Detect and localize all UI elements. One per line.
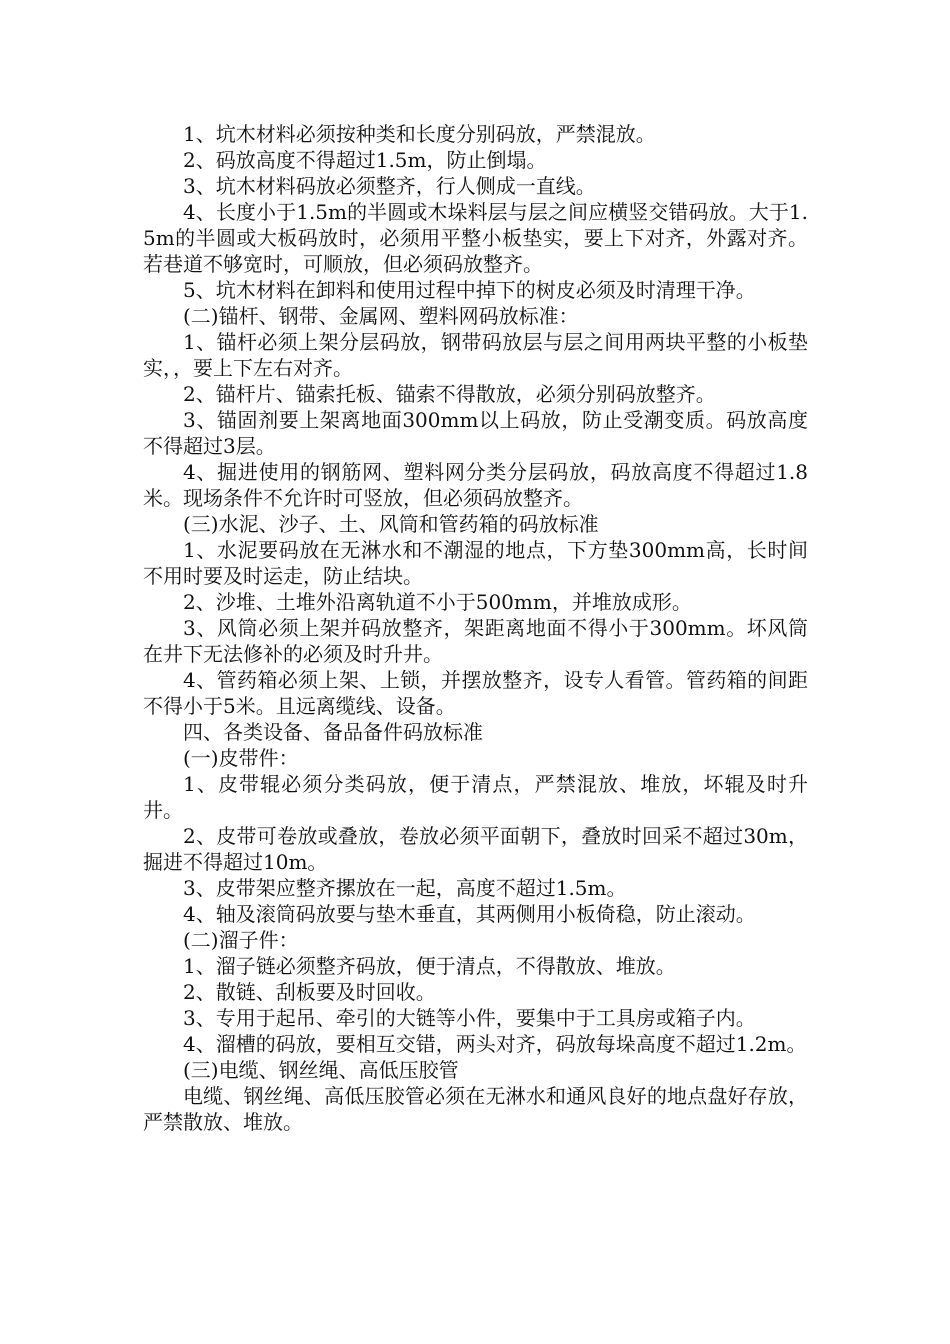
paragraph: 四、各类设备、备品备件码放标准 xyxy=(183,720,483,744)
paragraph: 3、锚固剂要上架离地面300mm以上码放，防止受潮变质。码放高度不得超过3层。 xyxy=(143,408,808,458)
paragraph: 2、锚杆片、锚索托板、锚索不得散放，必须分别码放整齐。 xyxy=(183,382,716,406)
paragraph: (一)皮带件： xyxy=(183,746,299,770)
paragraph: 4、轴及滚筒码放要与垫木垂直，其两侧用小板倚稳，防止滚动。 xyxy=(183,902,756,926)
paragraph: 1、溜子链必须整齐码放，便于清点，不得散放、堆放。 xyxy=(183,954,676,978)
paragraph: 4、长度小于1.5m的半圆或木垛料层与层之间应横竖交错码放。大于1.5m的半圆或大板码放时，必须用平整小板垫实，要上下对齐，外露对齐。若巷道不够宽时，可顺放，但必须码放整齐。 xyxy=(143,200,808,276)
paragraph: 1、皮带辊必须分类码放，便于清点，严禁混放、堆放，坏辊及时升井。 xyxy=(143,772,808,822)
paragraph: 2、皮带可卷放或叠放，卷放必须平面朝下，叠放时回采不超过30m，掘进不得超过10m。 xyxy=(143,824,808,874)
paragraph: 2、散链、刮板要及时回收。 xyxy=(183,980,436,1004)
paragraph: 1、坑木材料必须按种类和长度分别码放，严禁混放。 xyxy=(183,122,656,146)
paragraph: 1、锚杆必须上架分层码放，钢带码放层与层之间用两块平整的小板垫实，，要上下左右对齐。 xyxy=(143,330,808,380)
paragraph: 3、皮带架应整齐摞放在一起，高度不超过1.5m。 xyxy=(183,876,627,900)
paragraph: 2、沙堆、土堆外沿离轨道不小于500mm，并堆放成形。 xyxy=(183,590,692,614)
paragraph: 3、坑木材料码放必须整齐，行人侧成一直线。 xyxy=(183,174,596,198)
paragraph: (三)水泥、沙子、土、风筒和管药箱的码放标准 xyxy=(183,512,599,536)
paragraph: 4、掘进使用的钢筋网、塑料网分类分层码放，码放高度不得超过1.8米。现场条件不允许时可竖放，但必须码放整齐。 xyxy=(143,460,808,510)
paragraph: (三)电缆、钢丝绳、高低压胶管 xyxy=(183,1058,459,1082)
paragraph: 1、水泥要码放在无淋水和不潮湿的地点，下方垫300mm高，长时间不用时要及时运走，防止结块。 xyxy=(143,538,808,588)
paragraph: 5、坑木材料在卸料和使用过程中掉下的树皮必须及时清理干净。 xyxy=(183,278,756,302)
paragraph: 3、风筒必须上架并码放整齐，架距离地面不得小于300mm。坏风筒在井下无法修补的必须及时升井。 xyxy=(143,616,808,666)
paragraph: 2、码放高度不得超过1.5m，防止倒塌。 xyxy=(183,148,547,172)
paragraph: 4、溜槽的码放，要相互交错，两头对齐，码放每垛高度不超过1.2m。 xyxy=(183,1032,807,1056)
paragraph: 3、专用于起吊、牵引的大链等小件，要集中于工具房或箱子内。 xyxy=(183,1006,756,1030)
paragraph: (二)锚杆、钢带、金属网、塑料网码放标准： xyxy=(183,304,579,328)
paragraph: 4、管药箱必须上架、上锁，并摆放整齐，设专人看管。管药箱的间距不得小于5米。且远离缆线、设备。 xyxy=(143,668,808,718)
paragraph: 电缆、钢丝绳、高低压胶管必须在无淋水和通风良好的地点盘好存放，严禁散放、堆放。 xyxy=(143,1084,808,1134)
document-body xyxy=(143,121,808,1135)
paragraph: (二)溜子件： xyxy=(183,928,299,952)
